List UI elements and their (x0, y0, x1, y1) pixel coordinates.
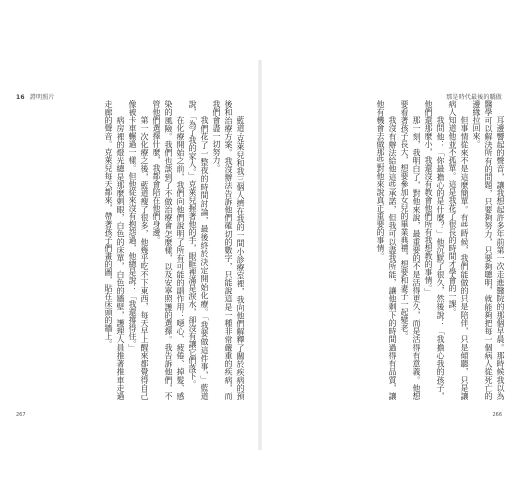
left-header-title: 證明照片 (29, 94, 55, 101)
left-page-number: 267 (16, 412, 26, 418)
right-page-number: 266 (492, 412, 502, 418)
left-paragraph: 藍道·克萊兒和我三個人擠在我的一間小診療室裡，我向他們解釋了關於疾病的預後和治療方案。我沒辦法告訴他們確切的數字，只能說這是一種非常嚴重的疾病，而我們會盡一切努力。 (212, 100, 245, 400)
left-paragraph: 我們花了一整夜的時間討論，最後終於決定開始化療。「我要做這件事，」藍道說，「為了我的家人。」克萊兒握著他的手，眼眶裡滿是淚水，卻沒有讓它們落下。 (188, 100, 209, 400)
right-body-text (284, 100, 506, 400)
left-paragraph: 病房裡的燈光總是那麼刺眼，白色的床單，白色的牆壁，護理人員推著推車走過走廊的聲音。克萊兒每天都來，帶著孩子們畫的圖，貼在床頭的牆上。 (104, 100, 125, 400)
right-paragraph: 我問他：「你最擔心的是什麼？」他沉默了很久，然後說：「我擔心我的孩子，他們還那麼小，我還沒有教會他們所有我想教的事情。」 (424, 100, 445, 400)
right-paragraph: 我沒有辦法給他這些承諾，但我可以盡我所能，讓他剩下的時間過得有品質，讓他有機會去做那些對他來說真正重要的事情。 (376, 100, 397, 400)
left-body-text (14, 100, 246, 400)
right-paragraph: 那一刻，我明白了，對他來說，最重要的不是活得更久，而是活得有意義。他想要看著孩子長大，想要參加女兒的畢業典禮，想要和妻子一起變老。 (400, 100, 421, 400)
left-header-page-number: 16 (16, 94, 25, 101)
right-paragraph: 耳邊響起的聲音，讓我想起許多年前第一次走進醫院的那個早晨。那時候我以為醫學可以解決所有的問題，只要夠努力，只要夠聰明，就能夠把每一個病人從死亡的邊緣拉回來。 (472, 100, 505, 400)
left-paragraph: 在化療開始之前，我們向他們說明了所有可能的副作用：噁心、疲倦、掉髮、感染的風險。我們也談到了不做治療會怎麼樣，以及安寧照護的選擇。我告訴他們，不管他們選擇什麼，我都會陪在他們身邊。 (152, 100, 185, 400)
right-page (260, 0, 520, 500)
right-paragraph: 但事情從來不是這麼簡單。有些時候，我們能做的只是陪伴，只是傾聽，只是讓病人知道他並不孤單。這是我花了很長的時間才學會的一課。 (448, 100, 469, 400)
right-header-title: 那是時代最後的驕傲 (446, 94, 502, 101)
left-paragraph: 第一次化療之後，藍道瘦了很多，他幾乎吃不下東西，每天早上醒來都覺得自己像被卡車輾過一樣。但他從來沒有抱怨過，他總是說：「我還撐得住。」 (128, 100, 149, 400)
